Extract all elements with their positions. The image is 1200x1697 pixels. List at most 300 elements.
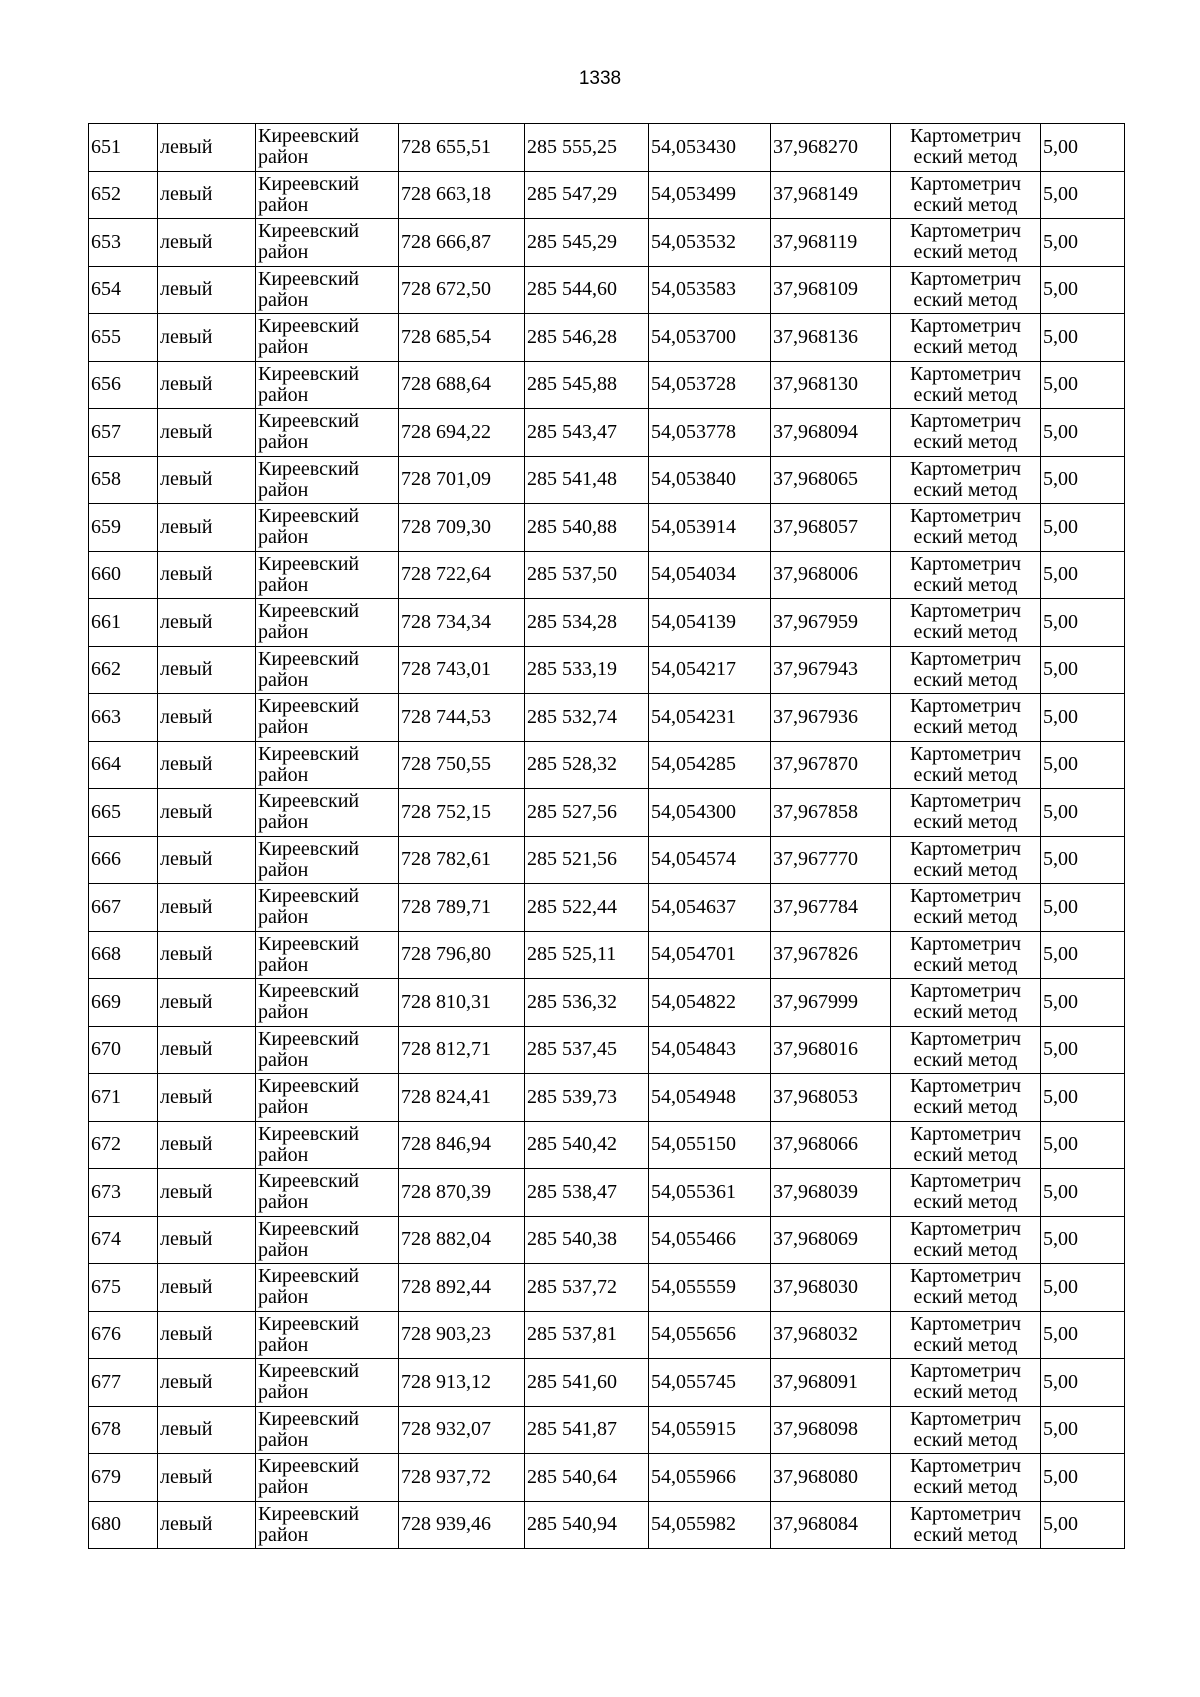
y-coordinate-cell: 285 540,64 xyxy=(525,1454,649,1502)
longitude-cell: 37,967936 xyxy=(771,694,891,742)
table-row xyxy=(89,171,1125,219)
method-line-1: Картометрич xyxy=(909,1170,1022,1193)
longitude-cell: 37,968053 xyxy=(771,1074,891,1122)
page-number: 1338 xyxy=(578,68,622,89)
method-cell xyxy=(891,504,1041,552)
latitude-cell: 54,054285 xyxy=(649,741,771,789)
latitude-cell: 54,053728 xyxy=(649,361,771,409)
bank-cell: левый xyxy=(158,1169,256,1217)
point-number-cell: 676 xyxy=(89,1311,158,1359)
x-coordinate-cell: 728 734,34 xyxy=(399,599,525,647)
x-coordinate-cell: 728 709,30 xyxy=(399,504,525,552)
point-number-cell: 655 xyxy=(89,314,158,362)
method-line-2: еский метод xyxy=(913,1333,1018,1356)
method-line-2: еский метод xyxy=(913,431,1018,454)
table-row xyxy=(89,1074,1125,1122)
method-line-1: Картометрич xyxy=(909,695,1022,718)
table-row xyxy=(89,1169,1125,1217)
method-cell xyxy=(891,361,1041,409)
x-coordinate-cell: 728 750,55 xyxy=(399,741,525,789)
bank-cell: левый xyxy=(158,931,256,979)
point-number-cell: 672 xyxy=(89,1121,158,1169)
point-number-cell: 663 xyxy=(89,694,158,742)
point-number-cell: 670 xyxy=(89,1026,158,1074)
bank-cell: левый xyxy=(158,266,256,314)
method-line-2: еский метод xyxy=(913,1001,1018,1024)
y-coordinate-cell: 285 528,32 xyxy=(525,741,649,789)
y-coordinate-cell: 285 537,45 xyxy=(525,1026,649,1074)
district-cell: Киреевский район xyxy=(256,504,399,552)
table-row xyxy=(89,456,1125,504)
y-coordinate-cell: 285 547,29 xyxy=(525,171,649,219)
accuracy-cell: 5,00 xyxy=(1041,1169,1125,1217)
table-row xyxy=(89,1359,1125,1407)
method-cell xyxy=(891,456,1041,504)
point-number-cell: 662 xyxy=(89,646,158,694)
longitude-cell: 37,968069 xyxy=(771,1216,891,1264)
method-line-2: еский метод xyxy=(913,1381,1018,1404)
x-coordinate-cell: 728 744,53 xyxy=(399,694,525,742)
bank-cell: левый xyxy=(158,1026,256,1074)
latitude-cell: 54,055966 xyxy=(649,1454,771,1502)
method-cell xyxy=(891,1074,1041,1122)
latitude-cell: 54,053499 xyxy=(649,171,771,219)
accuracy-cell: 5,00 xyxy=(1041,884,1125,932)
bank-cell: левый xyxy=(158,1121,256,1169)
method-line-1: Картометрич xyxy=(909,1265,1022,1288)
point-number-cell: 656 xyxy=(89,361,158,409)
method-cell xyxy=(891,551,1041,599)
x-coordinate-cell: 728 846,94 xyxy=(399,1121,525,1169)
longitude-cell: 37,967826 xyxy=(771,931,891,979)
x-coordinate-cell: 728 937,72 xyxy=(399,1454,525,1502)
accuracy-cell: 5,00 xyxy=(1041,124,1125,172)
method-cell xyxy=(891,1026,1041,1074)
point-number-cell: 652 xyxy=(89,171,158,219)
method-cell xyxy=(891,789,1041,837)
method-cell xyxy=(891,599,1041,647)
latitude-cell: 54,054843 xyxy=(649,1026,771,1074)
longitude-cell: 37,967784 xyxy=(771,884,891,932)
method-line-1: Картометрич xyxy=(909,125,1022,148)
table-row xyxy=(89,1501,1125,1549)
district-cell: Киреевский район xyxy=(256,219,399,267)
table-row xyxy=(89,931,1125,979)
district-cell: Киреевский район xyxy=(256,266,399,314)
method-line-2: еский метод xyxy=(913,858,1018,881)
method-line-1: Картометрич xyxy=(909,980,1022,1003)
y-coordinate-cell: 285 540,42 xyxy=(525,1121,649,1169)
longitude-cell: 37,968136 xyxy=(771,314,891,362)
method-line-2: еский метод xyxy=(913,1238,1018,1261)
latitude-cell: 54,055559 xyxy=(649,1264,771,1312)
y-coordinate-cell: 285 543,47 xyxy=(525,409,649,457)
bank-cell: левый xyxy=(158,219,256,267)
bank-cell: левый xyxy=(158,1359,256,1407)
method-cell xyxy=(891,646,1041,694)
latitude-cell: 54,055466 xyxy=(649,1216,771,1264)
accuracy-cell: 5,00 xyxy=(1041,694,1125,742)
method-line-2: еский метод xyxy=(913,668,1018,691)
longitude-cell: 37,968119 xyxy=(771,219,891,267)
point-number-cell: 667 xyxy=(89,884,158,932)
method-line-1: Картометрич xyxy=(909,600,1022,623)
point-number-cell: 666 xyxy=(89,836,158,884)
method-cell xyxy=(891,1359,1041,1407)
y-coordinate-cell: 285 545,88 xyxy=(525,361,649,409)
longitude-cell: 37,968080 xyxy=(771,1454,891,1502)
method-line-2: еский метод xyxy=(913,383,1018,406)
longitude-cell: 37,967959 xyxy=(771,599,891,647)
method-cell xyxy=(891,1169,1041,1217)
latitude-cell: 54,053532 xyxy=(649,219,771,267)
y-coordinate-cell: 285 555,25 xyxy=(525,124,649,172)
point-number-cell: 658 xyxy=(89,456,158,504)
y-coordinate-cell: 285 536,32 xyxy=(525,979,649,1027)
latitude-cell: 54,054574 xyxy=(649,836,771,884)
method-line-2: еский метод xyxy=(913,193,1018,216)
method-line-1: Картометрич xyxy=(909,410,1022,433)
latitude-cell: 54,055361 xyxy=(649,1169,771,1217)
x-coordinate-cell: 728 903,23 xyxy=(399,1311,525,1359)
latitude-cell: 54,055745 xyxy=(649,1359,771,1407)
method-line-2: еский метод xyxy=(913,1048,1018,1071)
table-row xyxy=(89,266,1125,314)
x-coordinate-cell: 728 812,71 xyxy=(399,1026,525,1074)
point-number-cell: 660 xyxy=(89,551,158,599)
longitude-cell: 37,968057 xyxy=(771,504,891,552)
method-line-2: еский метод xyxy=(913,1476,1018,1499)
method-cell xyxy=(891,409,1041,457)
accuracy-cell: 5,00 xyxy=(1041,1501,1125,1549)
method-line-2: еский метод xyxy=(913,1428,1018,1451)
method-line-2: еский метод xyxy=(913,1191,1018,1214)
accuracy-cell: 5,00 xyxy=(1041,1216,1125,1264)
method-cell xyxy=(891,171,1041,219)
table-row xyxy=(89,124,1125,172)
method-line-2: еский метод xyxy=(913,763,1018,786)
y-coordinate-cell: 285 540,94 xyxy=(525,1501,649,1549)
longitude-cell: 37,968016 xyxy=(771,1026,891,1074)
method-line-1: Картометрич xyxy=(909,1312,1022,1335)
accuracy-cell: 5,00 xyxy=(1041,456,1125,504)
latitude-cell: 54,054637 xyxy=(649,884,771,932)
method-line-1: Картометрич xyxy=(909,505,1022,528)
x-coordinate-cell: 728 810,31 xyxy=(399,979,525,1027)
method-cell xyxy=(891,314,1041,362)
method-cell xyxy=(891,836,1041,884)
method-line-2: еский метод xyxy=(913,1286,1018,1309)
longitude-cell: 37,968066 xyxy=(771,1121,891,1169)
method-line-1: Картометрич xyxy=(909,1502,1022,1525)
accuracy-cell: 5,00 xyxy=(1041,171,1125,219)
y-coordinate-cell: 285 527,56 xyxy=(525,789,649,837)
y-coordinate-cell: 285 533,19 xyxy=(525,646,649,694)
y-coordinate-cell: 285 537,72 xyxy=(525,1264,649,1312)
bank-cell: левый xyxy=(158,1454,256,1502)
table-row xyxy=(89,551,1125,599)
latitude-cell: 54,054139 xyxy=(649,599,771,647)
bank-cell: левый xyxy=(158,124,256,172)
x-coordinate-cell: 728 663,18 xyxy=(399,171,525,219)
method-cell xyxy=(891,1216,1041,1264)
y-coordinate-cell: 285 540,88 xyxy=(525,504,649,552)
latitude-cell: 54,054217 xyxy=(649,646,771,694)
accuracy-cell: 5,00 xyxy=(1041,551,1125,599)
bank-cell: левый xyxy=(158,1311,256,1359)
method-line-1: Картометрич xyxy=(909,1407,1022,1430)
bank-cell: левый xyxy=(158,171,256,219)
x-coordinate-cell: 728 743,01 xyxy=(399,646,525,694)
point-number-cell: 680 xyxy=(89,1501,158,1549)
y-coordinate-cell: 285 538,47 xyxy=(525,1169,649,1217)
method-line-1: Картометрич xyxy=(909,267,1022,290)
method-line-2: еский метод xyxy=(913,906,1018,929)
method-cell xyxy=(891,1454,1041,1502)
district-cell: Киреевский район xyxy=(256,1074,399,1122)
method-line-1: Картометрич xyxy=(909,742,1022,765)
method-line-2: еский метод xyxy=(913,573,1018,596)
x-coordinate-cell: 728 796,80 xyxy=(399,931,525,979)
x-coordinate-cell: 728 892,44 xyxy=(399,1264,525,1312)
district-cell: Киреевский район xyxy=(256,836,399,884)
accuracy-cell: 5,00 xyxy=(1041,266,1125,314)
bank-cell: левый xyxy=(158,361,256,409)
method-line-1: Картометрич xyxy=(909,1217,1022,1240)
point-number-cell: 669 xyxy=(89,979,158,1027)
method-line-1: Картометрич xyxy=(909,1075,1022,1098)
x-coordinate-cell: 728 870,39 xyxy=(399,1169,525,1217)
latitude-cell: 54,053583 xyxy=(649,266,771,314)
district-cell: Киреевский район xyxy=(256,1311,399,1359)
table-row xyxy=(89,1264,1125,1312)
method-cell xyxy=(891,124,1041,172)
point-number-cell: 659 xyxy=(89,504,158,552)
district-cell: Киреевский район xyxy=(256,1216,399,1264)
bank-cell: левый xyxy=(158,504,256,552)
accuracy-cell: 5,00 xyxy=(1041,599,1125,647)
y-coordinate-cell: 285 541,48 xyxy=(525,456,649,504)
method-cell xyxy=(891,741,1041,789)
x-coordinate-cell: 728 722,64 xyxy=(399,551,525,599)
bank-cell: левый xyxy=(158,646,256,694)
longitude-cell: 37,968109 xyxy=(771,266,891,314)
district-cell: Киреевский район xyxy=(256,646,399,694)
district-cell: Киреевский район xyxy=(256,1169,399,1217)
method-line-1: Картометрич xyxy=(909,220,1022,243)
district-cell: Киреевский район xyxy=(256,1264,399,1312)
bank-cell: левый xyxy=(158,409,256,457)
x-coordinate-cell: 728 694,22 xyxy=(399,409,525,457)
x-coordinate-cell: 728 685,54 xyxy=(399,314,525,362)
method-line-1: Картометрич xyxy=(909,790,1022,813)
point-number-cell: 679 xyxy=(89,1454,158,1502)
bank-cell: левый xyxy=(158,741,256,789)
bank-cell: левый xyxy=(158,551,256,599)
table-row xyxy=(89,599,1125,647)
longitude-cell: 37,968039 xyxy=(771,1169,891,1217)
point-number-cell: 673 xyxy=(89,1169,158,1217)
accuracy-cell: 5,00 xyxy=(1041,979,1125,1027)
point-number-cell: 674 xyxy=(89,1216,158,1264)
table-row xyxy=(89,1121,1125,1169)
x-coordinate-cell: 728 701,09 xyxy=(399,456,525,504)
accuracy-cell: 5,00 xyxy=(1041,219,1125,267)
method-line-1: Картометрич xyxy=(909,552,1022,575)
accuracy-cell: 5,00 xyxy=(1041,361,1125,409)
method-cell xyxy=(891,1264,1041,1312)
method-cell xyxy=(891,266,1041,314)
bank-cell: левый xyxy=(158,1074,256,1122)
latitude-cell: 54,055915 xyxy=(649,1406,771,1454)
district-cell: Киреевский район xyxy=(256,314,399,362)
method-line-2: еский метод xyxy=(913,716,1018,739)
longitude-cell: 37,968006 xyxy=(771,551,891,599)
district-cell: Киреевский район xyxy=(256,1406,399,1454)
district-cell: Киреевский район xyxy=(256,1026,399,1074)
accuracy-cell: 5,00 xyxy=(1041,1406,1125,1454)
method-line-2: еский метод xyxy=(913,953,1018,976)
table-row xyxy=(89,979,1125,1027)
point-number-cell: 664 xyxy=(89,741,158,789)
method-line-1: Картометрич xyxy=(909,315,1022,338)
method-line-2: еский метод xyxy=(913,1143,1018,1166)
coordinates-table xyxy=(88,123,1125,1549)
method-line-1: Картометрич xyxy=(909,1455,1022,1478)
longitude-cell: 37,967943 xyxy=(771,646,891,694)
longitude-cell: 37,967858 xyxy=(771,789,891,837)
y-coordinate-cell: 285 544,60 xyxy=(525,266,649,314)
latitude-cell: 54,054701 xyxy=(649,931,771,979)
district-cell: Киреевский район xyxy=(256,979,399,1027)
longitude-cell: 37,968270 xyxy=(771,124,891,172)
y-coordinate-cell: 285 521,56 xyxy=(525,836,649,884)
method-line-2: еский метод xyxy=(913,146,1018,169)
point-number-cell: 653 xyxy=(89,219,158,267)
district-cell: Киреевский район xyxy=(256,1121,399,1169)
table-row xyxy=(89,1406,1125,1454)
bank-cell: левый xyxy=(158,599,256,647)
longitude-cell: 37,968149 xyxy=(771,171,891,219)
method-line-1: Картометрич xyxy=(909,457,1022,480)
y-coordinate-cell: 285 525,11 xyxy=(525,931,649,979)
longitude-cell: 37,968030 xyxy=(771,1264,891,1312)
latitude-cell: 54,053700 xyxy=(649,314,771,362)
table-row xyxy=(89,219,1125,267)
point-number-cell: 678 xyxy=(89,1406,158,1454)
point-number-cell: 671 xyxy=(89,1074,158,1122)
longitude-cell: 37,968091 xyxy=(771,1359,891,1407)
x-coordinate-cell: 728 824,41 xyxy=(399,1074,525,1122)
point-number-cell: 654 xyxy=(89,266,158,314)
latitude-cell: 54,054822 xyxy=(649,979,771,1027)
district-cell: Киреевский район xyxy=(256,741,399,789)
latitude-cell: 54,055982 xyxy=(649,1501,771,1549)
y-coordinate-cell: 285 522,44 xyxy=(525,884,649,932)
district-cell: Киреевский район xyxy=(256,124,399,172)
longitude-cell: 37,968032 xyxy=(771,1311,891,1359)
point-number-cell: 668 xyxy=(89,931,158,979)
accuracy-cell: 5,00 xyxy=(1041,1121,1125,1169)
table-row xyxy=(89,884,1125,932)
latitude-cell: 54,053430 xyxy=(649,124,771,172)
table-row xyxy=(89,1216,1125,1264)
y-coordinate-cell: 285 541,87 xyxy=(525,1406,649,1454)
district-cell: Киреевский район xyxy=(256,456,399,504)
latitude-cell: 54,055150 xyxy=(649,1121,771,1169)
x-coordinate-cell: 728 782,61 xyxy=(399,836,525,884)
latitude-cell: 54,054948 xyxy=(649,1074,771,1122)
longitude-cell: 37,968098 xyxy=(771,1406,891,1454)
table-row xyxy=(89,646,1125,694)
method-cell xyxy=(891,1311,1041,1359)
bank-cell: левый xyxy=(158,456,256,504)
latitude-cell: 54,053778 xyxy=(649,409,771,457)
table-row xyxy=(89,504,1125,552)
x-coordinate-cell: 728 752,15 xyxy=(399,789,525,837)
x-coordinate-cell: 728 932,07 xyxy=(399,1406,525,1454)
method-cell xyxy=(891,1121,1041,1169)
table-row xyxy=(89,1026,1125,1074)
y-coordinate-cell: 285 539,73 xyxy=(525,1074,649,1122)
method-line-1: Картометрич xyxy=(909,1360,1022,1383)
y-coordinate-cell: 285 537,50 xyxy=(525,551,649,599)
longitude-cell: 37,968084 xyxy=(771,1501,891,1549)
district-cell: Киреевский район xyxy=(256,1454,399,1502)
table-row xyxy=(89,314,1125,362)
latitude-cell: 54,054231 xyxy=(649,694,771,742)
accuracy-cell: 5,00 xyxy=(1041,314,1125,362)
point-number-cell: 661 xyxy=(89,599,158,647)
table-row xyxy=(89,789,1125,837)
district-cell: Киреевский район xyxy=(256,1501,399,1549)
latitude-cell: 54,053914 xyxy=(649,504,771,552)
district-cell: Киреевский район xyxy=(256,884,399,932)
bank-cell: левый xyxy=(158,1501,256,1549)
longitude-cell: 37,967999 xyxy=(771,979,891,1027)
table-row xyxy=(89,1311,1125,1359)
latitude-cell: 54,055656 xyxy=(649,1311,771,1359)
y-coordinate-cell: 285 541,60 xyxy=(525,1359,649,1407)
point-number-cell: 677 xyxy=(89,1359,158,1407)
accuracy-cell: 5,00 xyxy=(1041,504,1125,552)
district-cell: Киреевский район xyxy=(256,789,399,837)
method-line-2: еский метод xyxy=(913,621,1018,644)
accuracy-cell: 5,00 xyxy=(1041,741,1125,789)
y-coordinate-cell: 285 546,28 xyxy=(525,314,649,362)
table-row xyxy=(89,741,1125,789)
method-line-2: еский метод xyxy=(913,1523,1018,1546)
table-row xyxy=(89,1454,1125,1502)
accuracy-cell: 5,00 xyxy=(1041,409,1125,457)
y-coordinate-cell: 285 540,38 xyxy=(525,1216,649,1264)
method-line-1: Картометрич xyxy=(909,885,1022,908)
x-coordinate-cell: 728 939,46 xyxy=(399,1501,525,1549)
method-line-2: еский метод xyxy=(913,811,1018,834)
longitude-cell: 37,967870 xyxy=(771,741,891,789)
method-line-1: Картометрич xyxy=(909,837,1022,860)
longitude-cell: 37,967770 xyxy=(771,836,891,884)
accuracy-cell: 5,00 xyxy=(1041,931,1125,979)
x-coordinate-cell: 728 688,64 xyxy=(399,361,525,409)
table-body xyxy=(89,124,1125,1549)
point-number-cell: 665 xyxy=(89,789,158,837)
point-number-cell: 657 xyxy=(89,409,158,457)
bank-cell: левый xyxy=(158,836,256,884)
method-cell xyxy=(891,1501,1041,1549)
bank-cell: левый xyxy=(158,789,256,837)
district-cell: Киреевский район xyxy=(256,1359,399,1407)
